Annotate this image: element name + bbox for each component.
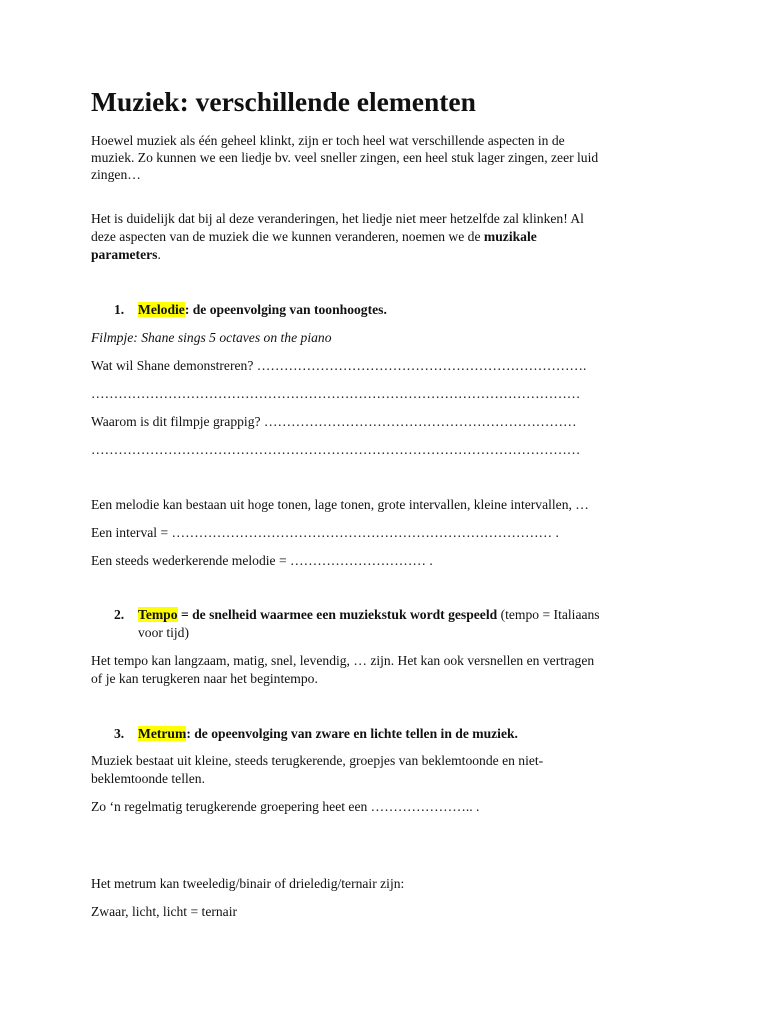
section-2-note: (tempo = Italiaans	[497, 607, 600, 622]
metrum-text-line-1: Muziek bestaat uit kleine, steeds terugkerende, groepjes van beklemtoonde en niet-	[91, 753, 544, 768]
intro-line-3: zingen…	[91, 167, 141, 182]
question-1-answer-line: ………………………………………………………………………………………………	[91, 386, 581, 401]
metrum-text-line-2: beklemtoonde tellen.	[91, 771, 206, 786]
section-2-number: 2.	[114, 607, 125, 622]
section-1-number: 1.	[114, 302, 125, 317]
para2-period: .	[157, 247, 161, 262]
question-2-answer-line: ………………………………………………………………………………………………	[91, 442, 581, 457]
page-title: Muziek: verschillende elementen	[91, 86, 476, 117]
metrum-types: Het metrum kan tweeledig/binair of drieledig/ternair zijn:	[91, 876, 405, 891]
ternary-example: Zwaar, licht, licht = ternair	[91, 904, 238, 919]
section-3-heading	[114, 725, 518, 743]
para2-line-3	[91, 246, 161, 264]
question-1: Wat wil Shane demonstreren? ……………………………………………………………….	[91, 358, 587, 373]
question-2: Waarom is dit filmpje grappig? ……………………………………………………………	[91, 414, 577, 429]
para2-bold-term-1: muzikale	[483, 229, 537, 244]
para2-line-2-text: deze aspecten van de muziek die we kunnen veranderen, noemen we de	[91, 229, 484, 244]
section-3-definition: : de opeenvolging van zware en lichte tellen in de muziek.	[186, 726, 518, 741]
section-3-number: 3.	[114, 726, 125, 741]
section-2-definition: = de snelheid waarmee een muziekstuk wordt gespeeld	[177, 607, 498, 622]
para2-line-1: Het is duidelijk dat bij al deze veranderingen, het liedje niet meer hetzelfde zal klinken! Al	[91, 211, 584, 226]
tempo-text-line-1: Het tempo kan langzaam, matig, snel, levendig, … zijn. Het kan ook versnellen en vertragen	[91, 653, 595, 668]
para2-bold-term-2: parameters	[91, 247, 158, 262]
section-1-definition: : de opeenvolging van toonhoogtes.	[184, 302, 387, 317]
intro-line-2: muziek. Zo kunnen we een liedje bv. veel sneller zingen, een heel stuk lager zingen, zeer luid	[91, 150, 599, 165]
section-1-heading	[114, 301, 387, 319]
para2-line-2	[91, 228, 537, 246]
section-2-term: Tempo	[138, 607, 178, 622]
recurring-melody-definition: Een steeds wederkerende melodie = ………………………… .	[91, 553, 433, 568]
video-title-text: Filmpje: Shane sings 5 octaves on the piano	[91, 330, 332, 345]
grouping-definition: Zo ‘n regelmatig terugkerende groepering heet een ………………….. .	[91, 799, 480, 814]
section-3-term: Metrum	[138, 726, 187, 741]
section-1-video-title	[91, 329, 332, 347]
section-2-heading	[114, 606, 600, 624]
interval-definition: Een interval = ………………………………………………………………………… .	[91, 525, 559, 540]
melody-text: Een melodie kan bestaan uit hoge tonen, lage tonen, grote intervallen, kleine intervallen, …	[91, 497, 589, 512]
tempo-text-line-2: of je kan terugkeren naar het begintempo.	[91, 671, 318, 686]
section-2-note-cont: voor tijd)	[138, 625, 189, 640]
intro-line-1: Hoewel muziek als één geheel klinkt, zijn er toch heel wat verschillende aspecten in de	[91, 133, 565, 148]
section-1-term: Melodie	[138, 302, 185, 317]
